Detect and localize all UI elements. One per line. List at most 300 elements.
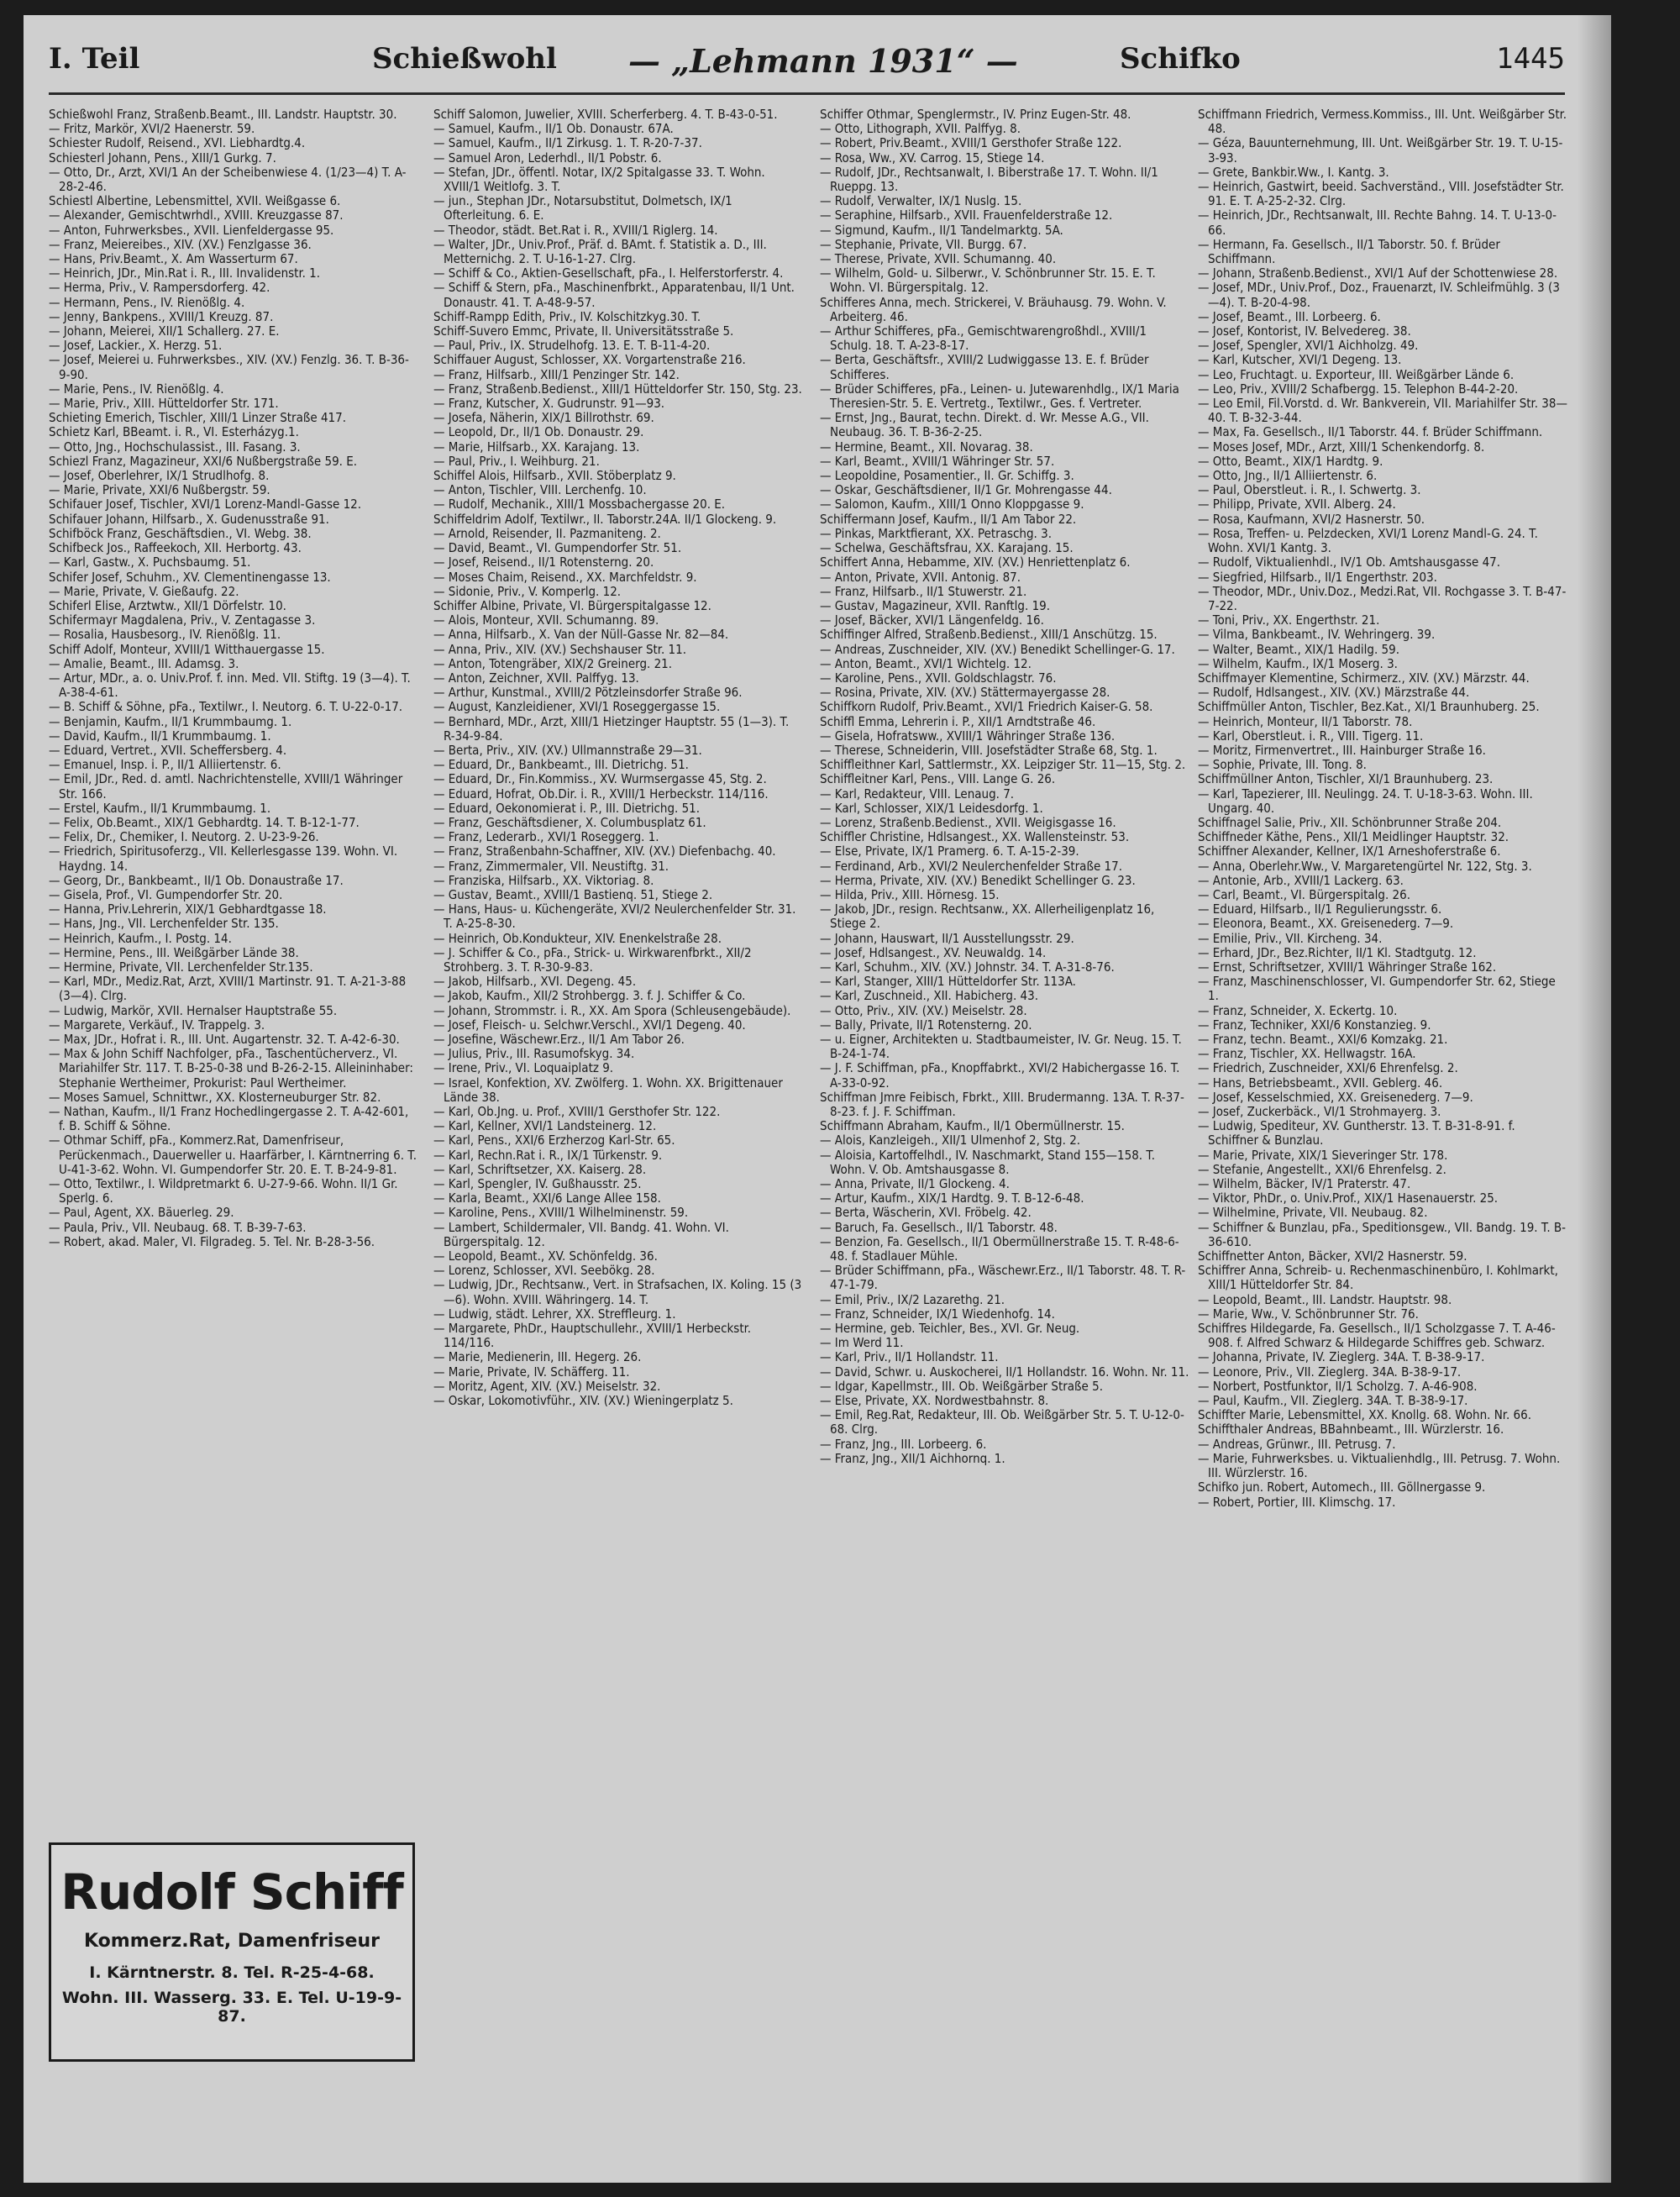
directory-entry: Schiffner Alexander, Kellner, IX/1 Arneshoferstraße 6. <box>1198 844 1501 859</box>
directory-entry: Schifbeck Jos., Raffeekoch, XII. Herbortg. 43. <box>49 540 302 556</box>
directory-entry: — Vilma, Bankbeamt., IV. Wehringerg. 39. <box>1198 627 1436 643</box>
directory-entry: — Josef, Zuckerbäck., VI/1 Strohmayerg. 3. <box>1198 1104 1441 1120</box>
directory-entry: — Otto, Jng., II/1 Alliiertenstr. 6. <box>1198 468 1378 484</box>
ad-company-name: Rudolf Schiff <box>60 1863 403 1921</box>
directory-entry: — Moses Samuel, Schnittwr., XX. Klosterneuburger Str. 82. <box>49 1089 381 1105</box>
directory-entry: — Jakob, Hilfsarb., XVI. Degeng. 45. <box>433 974 637 990</box>
directory-entry: — Marie, Private, XIX/1 Sieveringer Str. 178. <box>1198 1147 1448 1163</box>
directory-entry: — Johanna, Private, IV. Zieglerg. 34A. T. B-38-9-17. <box>1198 1349 1485 1365</box>
directory-entry: Schietz Karl, BBeamt. i. R., VI. Esterházyg.1. <box>49 424 299 440</box>
directory-entry: — Josef, Reisend., II/1 Rotensterng. 20. <box>433 555 654 570</box>
directory-entry: — Ludwig, Markör, XVII. Hernalser Hauptstraße 55. <box>49 1002 338 1018</box>
directory-entry: — Rudolf, Verwalter, IX/1 Nuslg. 15. <box>820 193 1022 209</box>
directory-entry: — Karl, Stanger, XIII/1 Hütteldorfer Str. 113A. <box>820 974 1076 990</box>
directory-entry: — Andreas, Zuschneider, XIV. (XV.) Benedikt Schellinger-G. 17. <box>820 641 1175 657</box>
directory-entry: — Schiffner & Bunzlau, pFa., Speditionsgew., VII. Bandg. 19. T. B-36-610. <box>1198 1219 1567 1249</box>
directory-entry: — Paula, Priv., VII. Neubaug. 68. T. B-39-7-63. <box>49 1219 307 1235</box>
directory-entry: — J. Schiffer & Co., pFa., Strick- u. Wirkwarenfbrkt., XII/2 Strohberg. 3. T. R-30-9-83. <box>433 944 752 975</box>
directory-entry: — Ludwig, städt. Lehrer, XX. Streffleurg. 1. <box>433 1306 676 1322</box>
directory-entry: — Karl, Schriftsetzer, XX. Kaiserg. 28. <box>433 1161 647 1177</box>
directory-entry: — Marie, Private, V. Gießaufg. 22. <box>49 583 239 599</box>
directory-entry: — Otto, Dr., Arzt, XVI/1 An der Scheibenwiese 4. (1/23—4) T. A-28-2-46. <box>49 164 407 195</box>
directory-entry: — Lorenz, Straßenb.Bedienst., XVII. Weigisgasse 16. <box>820 814 1116 830</box>
directory-entry: — Anton, Private, XVII. Antonig. 87. <box>820 569 1021 585</box>
directory-entry: — Salomon, Kaufm., XIII/1 Onno Kloppgasse 9. <box>820 497 1084 512</box>
header-rule <box>49 92 1565 95</box>
directory-entry: — Leo, Priv., XVIII/2 Schafbergg. 15. Telephon B-44-2-20. <box>1198 381 1519 397</box>
directory-entry: — Anna, Priv., XIV. (XV.) Sechshauser Str. 11. <box>433 641 686 657</box>
directory-entry: — Schiff & Co., Aktien-Gesellschaft, pFa., I. Helferstorferstr. 4. <box>433 265 784 281</box>
directory-entry: Schiff-Rampp Edith, Priv., IV. Kolschitzkyg.30. T. <box>433 308 701 324</box>
directory-entry: — Karl, Kellner, XVI/1 Landsteinerg. 12. <box>433 1118 657 1134</box>
directory-entry: — Friedrich, Spiritusoferzg., VII. Kellerlesgasse 139. Wohn. VI. Haydng. 14. <box>49 844 398 874</box>
directory-entry: — Hanna, Priv.Lehrerin, XIX/1 Gebhardtgasse 18. <box>49 901 327 917</box>
directory-entry: — Max & John Schiff Nachfolger, pFa., Taschentücherverz., VI. Mariahilfer Str. 117. T. B-25-0-38 und B-26-2-15. Alleininhaber: Stephanie Wertheimer, Prokurist: Paul Wertheimer. <box>49 1046 413 1091</box>
directory-entry: — Paul, Oberstleut. i. R., I. Schwertg. 3. <box>1198 482 1421 498</box>
directory-entry: — Lorenz, Schlosser, XVI. Seebökg. 28. <box>433 1263 655 1279</box>
directory-entry: Schifferes Anna, mech. Strickerei, V. Bräuhausg. 79. Wohn. V. Arbeiterg. 46. <box>820 294 1167 324</box>
directory-entry: — Josef, Meierei u. Fuhrwerksbes., XIV. (XV.) Fenzlg. 36. T. B-36-9-90. <box>49 352 409 382</box>
column-2 <box>433 108 803 2166</box>
directory-entry: — Franz, Maschinenschlosser, VI. Gumpendorfer Str. 62, Stiege 1. <box>1198 974 1556 1004</box>
directory-entry: — Karl, Pens., XXI/6 Erzherzog Karl-Str. 65. <box>433 1133 675 1148</box>
directory-entry: — Marie, Priv., XIII. Hütteldorfer Str. 171. <box>49 396 279 412</box>
directory-entry: — Karl, Kutscher, XVI/1 Degeng. 13. <box>1198 352 1402 368</box>
directory-entry: — Rudolf, Viktualienhdl., IV/1 Ob. Amtshausgasse 47. <box>1198 555 1501 570</box>
directory-entry: Schiffman Jmre Feibisch, Fbrkt., XIII. Brudermanng. 13A. T. R-37-8-23. f. J. F. Schiffman. <box>820 1089 1184 1120</box>
directory-entry: — Josef, Spengler, XVI/1 Aichholzg. 49. <box>1198 338 1419 354</box>
directory-entry: — Schiff & Stern, pFa., Maschinenfbrkt., Apparatenbau, II/1 Unt. Donaustr. 41. T. A-48-9-57. <box>433 280 795 310</box>
directory-entry: — Johann, Meierei, XII/1 Schallerg. 27. E. <box>49 323 280 339</box>
directory-entry: — Marie, Pens., IV. Rienößlg. 4. <box>49 381 224 397</box>
directory-entry: — Hans, Jng., VII. Lerchenfelder Str. 135. <box>49 916 279 932</box>
directory-entry: — Stephanie, Private, VII. Burgg. 67. <box>820 236 1027 252</box>
directory-entry: — Marie, Hilfsarb., XX. Karajang. 13. <box>433 439 640 455</box>
directory-entry: — Robert, akad. Maler, VI. Filgradeg. 5. Tel. Nr. B-28-3-56. <box>49 1233 375 1249</box>
directory-entry: — Else, Private, XX. Nordwestbahnstr. 8. <box>820 1393 1049 1409</box>
directory-entry: — Artur, Kaufm., XIX/1 Hardtg. 9. T. B-12-6-48. <box>820 1190 1084 1206</box>
directory-entry: — B. Schiff & Söhne, pFa., Textilwr., I. Neutorg. 6. T. U-22-0-17. <box>49 699 403 715</box>
directory-entry: — Brüder Schifferes, pFa., Leinen- u. Jutewarenhdlg., IX/1 Maria Theresien-Str. 5. E. Vertretg., Textilwr., Ges. f. Vertreter. <box>820 381 1179 412</box>
directory-entry: — Josef, Kontorist, IV. Belvedereg. 38. <box>1198 323 1411 339</box>
directory-entry: — Franz, Tischler, XX. Hellwagstr. 16A. <box>1198 1046 1416 1062</box>
directory-entry: Schifauer Johann, Hilfsarb., X. Gudenusstraße 91. <box>49 511 329 527</box>
directory-entry: — Karl, Rechn.Rat i. R., IX/1 Türkenstr. 9. <box>433 1147 663 1163</box>
directory-entry: — Margarete, Verkäuf., IV. Trappelg. 3. <box>49 1017 265 1033</box>
directory-entry: — Marie, Medienerin, III. Hegerg. 26. <box>433 1349 642 1365</box>
directory-entry: — Hermann, Pens., IV. Rienößlg. 4. <box>49 294 245 310</box>
directory-entry: — Ernst, Jng., Baurat, techn. Direkt. d. Wr. Messe A.G., VII. Neubaug. 36. T. B-36-2-25. <box>820 410 1149 440</box>
directory-entry: — Eleonora, Beamt., XX. Greisenederg. 7—9. <box>1198 916 1454 932</box>
directory-entry: — Bernhard, MDr., Arzt, XIII/1 Hietzinger Hauptstr. 55 (1—3). T. R-34-9-84. <box>433 713 790 744</box>
directory-entry: — Karl, Oberstleut. i. R., VIII. Tigerg. 11. <box>1198 728 1424 744</box>
directory-page <box>24 15 1611 2183</box>
directory-entry: — Hermann, Fa. Gesellsch., II/1 Taborstr. 50. f. Brüder Schiffmann. <box>1198 236 1500 267</box>
directory-entry: Schiffmayer Klementine, Schirmerz., XIV. (XV.) Märzstr. 44. <box>1198 670 1530 686</box>
directory-entry: — David, Kaufm., II/1 Krummbaumg. 1. <box>49 728 271 744</box>
directory-entry: Schiff-Suvero Emmc, Private, II. Universitätsstraße 5. <box>433 323 734 339</box>
directory-entry: Schiezl Franz, Magazineur, XXI/6 Nußbergstraße 59. E. <box>49 453 358 469</box>
directory-entry: — Antonie, Arb., XVIII/1 Lackerg. 63. <box>1198 872 1404 888</box>
directory-entry: — Pinkas, Marktfierant, XX. Petraschg. 3. <box>820 525 1052 541</box>
directory-entry: — Karl, Zuschneid., XII. Habicherg. 43. <box>820 988 1038 1004</box>
directory-entry: — Gustav, Magazineur, XVII. Ranftlg. 19. <box>820 597 1051 613</box>
directory-entry: — Friedrich, Zuschneider, XXI/6 Ehrenfelsg. 2. <box>1198 1060 1458 1076</box>
directory-entry: — Otto, Lithograph, XVII. Palffyg. 8. <box>820 121 1021 137</box>
directory-entry: — Sigmund, Kaufm., II/1 Tandelmarktg. 5A. <box>820 222 1063 238</box>
directory-entry: — Leopoldine, Posamentier., II. Gr. Schiffg. 3. <box>820 468 1074 484</box>
directory-entry: — Franz, Geschäftsdiener, X. Columbusplatz 61. <box>433 814 706 830</box>
directory-entry: — Norbert, Postfunktor, II/1 Scholzg. 7. A-46-908. <box>1198 1378 1478 1394</box>
directory-entry: — Franz, Lederarb., XVI/1 Roseggerg. 1. <box>433 829 659 845</box>
directory-entry: — Felix, Dr., Chemiker, I. Neutorg. 2. U-23-9-26. <box>49 829 319 845</box>
directory-entry: Schiestl Albertine, Lebensmittel, XVII. Weißgasse 6. <box>49 193 341 209</box>
directory-entry: — Israel, Konfektion, XV. Zwölferg. 1. Wohn. XX. Brigittenauer Lände 38. <box>433 1075 783 1105</box>
directory-entry: — Felix, Ob.Beamt., XIX/1 Gebhardtg. 14. T. B-12-1-77. <box>49 814 360 830</box>
directory-entry: — Johann, Straßenb.Bedienst., XVI/1 Auf der Schottenwiese 28. <box>1198 265 1558 281</box>
directory-entry: — Alois, Monteur, XVII. Schumanng. 89. <box>433 612 659 628</box>
directory-entry: — Max, JDr., Hofrat i. R., III. Unt. Augartenstr. 32. T. A-42-6-30. <box>49 1032 400 1047</box>
directory-entry: — Theodor, städt. Bet.Rat i. R., XVIII/1 Riglerg. 14. <box>433 222 718 238</box>
directory-entry: — Karoline, Pens., XVII. Goldschlagstr. 76. <box>820 670 1057 686</box>
directory-entry: — Ferdinand, Arb., XVI/2 Neulerchenfelder Straße 17. <box>820 858 1122 874</box>
directory-entry: Schiffmüllner Anton, Tischler, XI/1 Braunhuberg. 23. <box>1198 771 1494 787</box>
directory-entry: Schiffmüller Anton, Tischler, Bez.Kat., XI/1 Braunhuberg. 25. <box>1198 699 1540 715</box>
directory-entry: — Hans, Betriebsbeamt., XVII. Geblerg. 46. <box>1198 1075 1443 1091</box>
directory-entry: — Franz, Hilfsarb., XIII/1 Penzinger Str. 142. <box>433 366 680 382</box>
directory-entry: Schiffnetter Anton, Bäcker, XVI/2 Hasnerstr. 59. <box>1198 1248 1467 1264</box>
directory-entry: — Josef, Lackier., X. Herzg. 51. <box>49 338 223 354</box>
directory-entry: — Marie, Private, XXI/6 Nußbergstr. 59. <box>49 482 270 498</box>
directory-entry: — Therese, Schneiderin, VIII. Josefstädter Straße 68, Stg. 1. <box>820 742 1158 758</box>
directory-entry: — Leo, Fruchtagt. u. Exporteur, III. Weißgärber Lände 6. <box>1198 366 1515 382</box>
directory-entry: — Marie, Private, IV. Schäfferg. 11. <box>433 1364 630 1380</box>
directory-entry: Schiferl Elise, Arztwtw., XII/1 Dörfelstr. 10. <box>49 597 286 613</box>
directory-entry: Schiffert Anna, Hebamme, XIV. (XV.) Henriettenplatz 6. <box>820 555 1131 570</box>
directory-entry: — Heinrich, Gastwirt, beeid. Sachverständ., VIII. Josefstädter Str. 91. E. T. A-25-2-32. Clrg. <box>1198 179 1564 209</box>
directory-entry: — Rosa, Treffen- u. Pelzdecken, XVI/1 Lorenz Mandl-G. 24. T. Wohn. XVI/1 Kantg. 3. <box>1198 525 1538 556</box>
directory-entry: — Andreas, Grünwr., III. Petrusg. 7. <box>1198 1436 1396 1452</box>
directory-entry: — Hans, Haus- u. Küchengeräte, XVI/2 Neulerchenfelder Str. 31. T. A-25-8-30. <box>433 901 796 932</box>
directory-entry: — Johann, Strommstr. i. R., XX. Am Spora (Schleusengebäude). <box>433 1002 791 1018</box>
directory-entry: — Anton, Fuhrwerksbes., XVII. Lienfeldergasse 95. <box>49 222 334 238</box>
directory-entry: Schifermayr Magdalena, Priv., V. Zentagasse 3. <box>49 612 316 628</box>
directory-entry: — Oskar, Geschäftsdiener, II/1 Gr. Mohrengasse 44. <box>820 482 1112 498</box>
directory-entry: — Eduard, Dr., Fin.Kommiss., XV. Wurmsergasse 45, Stg. 2. <box>433 771 767 787</box>
directory-entry: — Eduard, Vertret., XVII. Scheffersberg. 4. <box>49 742 287 758</box>
directory-entry: — Ernst, Schriftsetzer, XVIII/1 Währinger Straße 162. <box>1198 959 1497 975</box>
directory-entry: — Irene, Priv., VI. Loquaiplatz 9. <box>433 1060 614 1076</box>
directory-entry: — Arthur, Kunstmal., XVIII/2 Pötzleinsdorfer Straße 96. <box>433 685 743 701</box>
directory-entry: — Karl, Schlosser, XIX/1 Leidesdorfg. 1. <box>820 800 1043 816</box>
directory-entry: — Anton, Tischler, VIII. Lerchenfg. 10. <box>433 482 647 498</box>
directory-entry: — Josef, Hdlsangest., XV. Neuwaldg. 14. <box>820 944 1047 960</box>
directory-entry: — Herma, Priv., V. Rampersdorferg. 42. <box>49 280 270 296</box>
directory-entry: — Otto, Jng., Hochschulassist., III. Fasang. 3. <box>49 439 301 455</box>
directory-entry: — Rosalia, Hausbesorg., IV. Rienößlg. 11. <box>49 627 281 643</box>
directory-entry: — Brüder Schiffmann, pFa., Wäschewr.Erz., II/1 Taborstr. 48. T. R-47-1-79. <box>820 1263 1186 1293</box>
directory-entry: — Schelwa, Geschäftsfrau, XX. Karajang. 15. <box>820 540 1074 556</box>
directory-entry: — Berta, Geschäftsfr., XVIII/2 Ludwiggasse 13. E. f. Brüder Schifferes. <box>820 352 1149 382</box>
directory-entry: — Viktor, PhDr., o. Univ.Prof., XIX/1 Hasenauerstr. 25. <box>1198 1190 1499 1206</box>
directory-entry: Schiffleitner Karl, Pens., VIII. Lange G. 26. <box>820 771 1056 787</box>
directory-entry: — Karl, Ob.Jng. u. Prof., XVIII/1 Gersthofer Str. 122. <box>433 1104 721 1120</box>
directory-entry: — Siegfried, Hilfsarb., II/1 Engerthstr. 203. <box>1198 569 1437 585</box>
directory-entry: — Paul, Kaufm., VII. Zieglerg. 34A. T. B-38-9-17. <box>1198 1393 1468 1409</box>
directory-entry: — Sidonie, Priv., V. Komperlg. 12. <box>433 583 622 599</box>
directory-entry: — Josefa, Näherin, XIX/1 Billrothstr. 69. <box>433 410 654 426</box>
directory-entry: Schiffel Alois, Hilfsarb., XVII. Stöberplatz 9. <box>433 468 676 484</box>
directory-entry: — Franz, Techniker, XXI/6 Konstanzieg. 9. <box>1198 1017 1431 1033</box>
directory-entry: Schiffres Hildegarde, Fa. Gesellsch., II/1 Scholzgasse 7. T. A-46-908. f. Alfred Schwarz & Hildegarde Schiffres geb. Schwarz. <box>1198 1321 1556 1351</box>
directory-entry: Schiffer Albine, Private, VI. Bürgerspitalgasse 12. <box>433 597 711 613</box>
directory-entry: — Moses Chaim, Reisend., XX. Marchfeldstr. 9. <box>433 569 697 585</box>
directory-entry: — Berta, Priv., XIV. (XV.) Ullmannstraße 29—31. <box>433 742 702 758</box>
directory-entry: — Karl, Tapezierer, III. Neulingg. 24. T. U-18-3-63. Wohn. III. Ungarg. 40. <box>1198 786 1533 816</box>
directory-entry: — Leonore, Priv., VII. Zieglerg. 34A. B-38-9-17. <box>1198 1364 1462 1380</box>
directory-entry: Schiffnagel Salie, Priv., XII. Schönbrunner Straße 204. <box>1198 814 1502 830</box>
directory-entry: — Benzion, Fa. Gesellsch., II/1 Obermüllnerstraße 15. T. R-48-6-48. f. Stadlauer Mühle. <box>820 1233 1179 1264</box>
directory-entry: — Aloisia, Kartoffelhdl., IV. Naschmarkt, Stand 155—158. T. Wohn. V. Ob. Amtshausgasse 8. <box>820 1147 1156 1177</box>
directory-entry: — Wilhelm, Bäcker, IV/1 Praterstr. 47. <box>1198 1176 1411 1192</box>
directory-entry: — Karl, Redakteur, VIII. Lenaug. 7. <box>820 786 1015 802</box>
directory-entry: Schießwohl Franz, Straßenb.Beamt., III. Landstr. Hauptstr. 30. <box>49 108 397 122</box>
directory-entry: — Leo Emil, Fil.Vorstd. d. Wr. Bankverein, VII. Mariahilfer Str. 38—40. T. B-32-3-44. <box>1198 396 1567 426</box>
directory-entry: — Franz, Jng., XII/1 Aichhornq. 1. <box>820 1450 1005 1466</box>
directory-entry: — Heinrich, JDr., Min.Rat i. R., III. Invalidenstr. 1. <box>49 265 321 281</box>
directory-entry: — Baruch, Fa. Gesellsch., II/1 Taborstr. 48. <box>820 1219 1058 1235</box>
directory-entry: — Idgar, Kapellmstr., III. Ob. Weißgärber Straße 5. <box>820 1378 1104 1394</box>
directory-entry: Schiffneder Käthe, Pens., XII/1 Meidlinger Hauptstr. 32. <box>1198 829 1509 845</box>
directory-entry: — Robert, Priv.Beamt., XVIII/1 Gersthofer Straße 122. <box>820 135 1122 151</box>
directory-entry: — Franz, Jng., III. Lorbeerg. 6. <box>820 1436 987 1452</box>
directory-entry: — Hermine, Beamt., XII. Novarag. 38. <box>820 439 1033 455</box>
directory-entry: — Eduard, Hofrat, Ob.Dir. i. R., XVIII/1 Herbeckstr. 114/116. <box>433 786 769 802</box>
directory-entry: — Leopold, Beamt., XV. Schönfeldg. 36. <box>433 1248 658 1264</box>
directory-entry: — Paul, Agent, XX. Bäuerleg. 29. <box>49 1205 234 1221</box>
directory-entry: — Emil, Priv., IX/2 Lazarethg. 21. <box>820 1291 1005 1307</box>
directory-entry: — Josef, Beamt., III. Lorbeerg. 6. <box>1198 308 1381 324</box>
directory-entry: — Arnold, Reisender, II. Pazmaniteng. 2. <box>433 525 661 541</box>
directory-entry: Schiffauer August, Schlosser, XX. Vorgartenstraße 216. <box>433 352 746 368</box>
directory-entry: — Moritz, Agent, XIV. (XV.) Meiselstr. 32. <box>433 1378 661 1394</box>
directory-entry: — Franz, techn. Beamt., XXI/6 Komzakg. 21. <box>1198 1032 1448 1047</box>
directory-entry: — Seraphine, Hilfsarb., XVII. Frauenfelderstraße 12. <box>820 208 1113 223</box>
directory-entry: — Josef, Bäcker, XVI/1 Längenfeldg. 16. <box>820 612 1044 628</box>
directory-entry: — Artur, MDr., a. o. Univ.Prof. f. inn. Med. VII. Stiftg. 19 (3—4). T. A-38-4-61. <box>49 670 411 701</box>
directory-entry: — Stefanie, Angestellt., XXI/6 Ehrenfelsg. 2. <box>1198 1161 1446 1177</box>
directory-entry: — Franz, Kutscher, X. Gudrunstr. 91—93. <box>433 396 665 412</box>
directory-entry: — Karl, Gastw., X. Puchsbaumg. 51. <box>49 555 251 570</box>
directory-entry: — jun., Stephan JDr., Notarsubstitut, Dolmetsch, IX/1 Ofterleitung. 6. E. <box>433 193 732 223</box>
directory-entry: Schieting Emerich, Tischler, XIII/1 Linzer Straße 417. <box>49 410 346 426</box>
directory-entry: — Walter, JDr., Univ.Prof., Präf. d. BAmt. f. Statistik a. D., III. Metternichg. 2. T. U-16-1-27. Clrg. <box>433 236 767 267</box>
directory-entry: — Alois, Kanzleigeh., XII/1 Ulmenhof 2, Stg. 2. <box>820 1133 1081 1148</box>
directory-entry: — Toni, Priv., XX. Engerthstr. 21. <box>1198 612 1380 628</box>
directory-entry: Schifer Josef, Schuhm., XV. Clementinengasse 13. <box>49 569 331 585</box>
directory-entry: Schiffter Marie, Lebensmittel, XX. Knollg. 68. Wohn. Nr. 66. <box>1198 1407 1531 1423</box>
directory-entry: — Karl, MDr., Mediz.Rat, Arzt, XVIII/1 Martinstr. 91. T. A-21-3-88 (3—4). Clrg. <box>49 974 407 1004</box>
directory-entry: Schiester Rudolf, Reisend., XVI. Liebhardtg.4. <box>49 135 306 151</box>
directory-entry: — Nathan, Kaufm., II/1 Franz Hochedlingergasse 2. T. A-42-601, f. B. Schiff & Söhne. <box>49 1104 409 1134</box>
directory-entry: — Rudolf, JDr., Rechtsanwalt, I. Biberstraße 17. T. Wohn. II/1 Rueppg. 13. <box>820 164 1158 195</box>
directory-entry: — Paul, Priv., IX. Strudelhofg. 13. E. T. B-11-4-20. <box>433 338 711 354</box>
directory-entry: — Othmar Schiff, pFa., Kommerz.Rat, Damenfriseur, Perückenmach., Dauerweller u. Haarfärber, I. Kärntnerring 6. T. U-41-3-62. Wohn. VI. Gumpendorfer Str. 20. E. T. B-24-9-81. <box>49 1133 417 1177</box>
directory-entry: — Karl, Spengler, IV. Gußhausstr. 25. <box>433 1176 642 1192</box>
directory-entry: — Jakob, JDr., resign. Rechtsanw., XX. Allerheiligenplatz 16, Stiege 2. <box>820 901 1155 932</box>
directory-entry: Schifauer Josef, Tischler, XVI/1 Lorenz-Mandl-Gasse 12. <box>49 497 362 512</box>
directory-entry: — Heinrich, Kaufm., I. Postg. 14. <box>49 930 232 946</box>
directory-entry: Schiffeldrim Adolf, Textilwr., II. Taborstr.24A. II/1 Glockeng. 9. <box>433 511 777 527</box>
directory-entry: — Karla, Beamt., XXI/6 Lange Allee 158. <box>433 1190 661 1206</box>
directory-entry: — Eduard, Dr., Bankbeamt., III. Dietrichg. 51. <box>433 757 689 773</box>
directory-entry: — Hermine, Pens., III. Weißgärber Lände 38. <box>49 944 299 960</box>
directory-entry: — Emil, JDr., Red. d. amtl. Nachrichtenstelle, XVIII/1 Währinger Str. 166. <box>49 771 403 802</box>
directory-entry: Schiffleithner Karl, Sattlermstr., XX. Leipziger Str. 11—15, Stg. 2. <box>820 757 1186 773</box>
directory-entry: — Heinrich, JDr., Rechtsanwalt, III. Rechte Bahng. 14. T. U-13-0-66. <box>1198 208 1557 238</box>
directory-entry: — Samuel, Kaufm., II/1 Ob. Donaustr. 67A. <box>433 121 674 137</box>
directory-entry: — Philipp, Private, XVII. Alberg. 24. <box>1198 497 1396 512</box>
directory-entry: — Anna, Hilfsarb., X. Van der Nüll-Gasse Nr. 82—84. <box>433 627 729 643</box>
directory-entry: — Rudolf, Hdlsangest., XIV. (XV.) Märzstraße 44. <box>1198 685 1470 701</box>
directory-entry: — Stefan, JDr., öffentl. Notar, IX/2 Spitalgasse 33. T. Wohn. XVIII/1 Weitlofg. 3. T. <box>433 164 765 195</box>
directory-entry: — David, Beamt., VI. Gumpendorfer Str. 51. <box>433 540 682 556</box>
directory-entry: — Otto, Textilwr., I. Wildpretmarkt 6. U-27-9-66. Wohn. II/1 Gr. Sperlg. 6. <box>49 1176 398 1206</box>
directory-entry: — Wilhelmine, Private, VII. Neubaug. 82. <box>1198 1205 1428 1221</box>
directory-entry: — Ludwig, JDr., Rechtsanw., Vert. in Strafsachen, IX. Koling. 15 (3—6). Wohn. XVIII. Währingerg. 14. T. <box>433 1277 802 1307</box>
directory-entry: — Rosa, Kaufmann, XVI/2 Hasnerstr. 50. <box>1198 511 1425 527</box>
directory-entry: — Herma, Private, XIV. (XV.) Benedikt Schellinger G. 23. <box>820 872 1136 888</box>
directory-entry: — Eduard, Hilfsarb., II/1 Regulierungsstr. 6. <box>1198 901 1442 917</box>
directory-entry: — Anton, Totengräber, XIX/2 Greinerg. 21. <box>433 655 673 671</box>
directory-entry: — Im Werd 11. <box>820 1335 904 1351</box>
directory-entry: — Franz, Schneider, X. Eckertg. 10. <box>1198 1002 1398 1018</box>
column-3 <box>820 108 1189 2166</box>
directory-entry: — Sophie, Private, III. Tong. 8. <box>1198 757 1367 773</box>
directory-entry: — Hilda, Priv., XIII. Hörnesg. 15. <box>820 886 1000 902</box>
directory-entry: — Otto, Priv., XIV. (XV.) Meiselstr. 28. <box>820 1002 1027 1018</box>
directory-entry: — Franz, Zimmermaler, VII. Neustiftg. 31. <box>433 858 669 874</box>
directory-entry: — Josef, Oberlehrer, IX/1 Strudlhofg. 8. <box>49 468 270 484</box>
directory-entry: — Marie, Fuhrwerksbes. u. Viktualienhdlg., III. Petrusg. 7. Wohn. III. Würzlerstr. 16. <box>1198 1450 1561 1481</box>
directory-entry: Schifko jun. Robert, Automech., III. Göllnergasse 9. <box>1198 1480 1486 1495</box>
directory-entry: — Emanuel, Insp. i. P., II/1 Alliiertenstr. 6. <box>49 757 281 773</box>
directory-entry: Schiffermann Josef, Kaufm., II/1 Am Tabor 22. <box>820 511 1077 527</box>
directory-entry: — Ludwig, Spediteur, XV. Guntherstr. 13. T. B-31-8-91. f. Schiffner & Bunzlau. <box>1198 1118 1515 1148</box>
directory-entry: — Emil, Reg.Rat, Redakteur, III. Ob. Weißgärber Str. 5. T. U-12-0-68. Clrg. <box>820 1407 1184 1438</box>
directory-entry: — Grete, Bankbir.Ww., I. Kantg. 3. <box>1198 164 1389 180</box>
part-label: I. Teil <box>49 42 140 76</box>
page-edge-shadow <box>1578 15 1611 2183</box>
directory-entry: — Julius, Priv., III. Rasumofskyg. 34. <box>433 1046 635 1062</box>
directory-entry: — Anna, Private, II/1 Glockeng. 4. <box>820 1176 1010 1192</box>
directory-entry: — Franz, Straßenb.Bedienst., XIII/1 Hütteldorfer Str. 150, Stg. 23. <box>433 381 802 397</box>
directory-entry: — Paul, Priv., I. Weihburg. 21. <box>433 453 600 469</box>
directory-entry: — Moses Josef, MDr., Arzt, XIII/1 Schenkendorfg. 8. <box>1198 439 1485 455</box>
directory-entry: — Samuel, Kaufm., II/1 Zirkusg. 1. T. R-20-7-37. <box>433 135 702 151</box>
directory-entry: — Georg, Dr., Bankbeamt., II/1 Ob. Donaustraße 17. <box>49 872 344 888</box>
directory-entry: — Samuel Aron, Lederhdl., II/1 Pobstr. 6. <box>433 150 662 166</box>
directory-entry: — Franz, Hilfsarb., II/1 Stuwerstr. 21. <box>820 583 1027 599</box>
directory-entry: — Gisela, Hofratsww., XVIII/1 Währinger Straße 136. <box>820 728 1116 744</box>
directory-entry: Schiesterl Johann, Pens., XIII/1 Gurkg. 7. <box>49 150 276 166</box>
ad-title: Kommerz.Rat, Damenfriseur <box>84 1931 380 1952</box>
directory-entry: — Wilhelm, Kaufm., IX/1 Moserg. 3. <box>1198 655 1398 671</box>
directory-entry: — Benjamin, Kaufm., II/1 Krummbaumg. 1. <box>49 713 292 729</box>
directory-entry: — Robert, Portier, III. Klimschg. 17. <box>1198 1494 1396 1510</box>
directory-entry: — Bally, Private, II/1 Rotensterng. 20. <box>820 1017 1032 1033</box>
ad-home-line: Wohn. III. Wasserg. 33. E. Tel. U-19-9-87. <box>61 1989 402 2026</box>
directory-entry: — Karoline, Pens., XVIII/1 Wilhelminenstr. 59. <box>433 1205 689 1221</box>
directory-entry: — Marie, Ww., V. Schönbrunner Str. 76. <box>1198 1306 1419 1322</box>
directory-entry: — Karl, Priv., II/1 Hollandstr. 11. <box>820 1349 999 1365</box>
directory-entry: Schiffmann Abraham, Kaufm., II/1 Obermüllnerstr. 15. <box>820 1118 1125 1134</box>
directory-entry: — Josefine, Wäschewr.Erz., II/1 Am Tabor 26. <box>433 1032 685 1047</box>
directory-entry: — Josef, MDr., Univ.Prof., Doz., Frauenarzt, IV. Schleifmühlg. 3 (3—4). T. B-20-4-98. <box>1198 280 1560 310</box>
directory-entry: — Hans, Priv.Beamt., X. Am Wasserturm 67. <box>49 251 298 267</box>
directory-entry: — Arthur Schifferes, pFa., Gemischtwarengroßhdl., XVIII/1 Schulg. 18. T. A-23-8-17. <box>820 323 1147 354</box>
directory-entry: — Erhard, JDr., Bez.Richter, II/1 Kl. Stadtgutg. 12. <box>1198 944 1477 960</box>
directory-entry: Schiffl Emma, Lehrerin i. P., XII/1 Arndtstraße 46. <box>820 713 1096 729</box>
directory-entry: Schiffrer Anna, Schreib- u. Rechenmaschinenbüro, I. Kohlmarkt, XIII/1 Hütteldorfer Str. 84. <box>1198 1263 1558 1293</box>
directory-entry: — Josef, Kesselschmied, XX. Greisenederg. 7—9. <box>1198 1089 1473 1105</box>
advertisement-box <box>49 1842 415 2062</box>
directory-entry: — Berta, Wäscherin, XVI. Fröbelg. 42. <box>820 1205 1032 1221</box>
directory-entry: Schiffthaler Andreas, BBahnbeamt., III. Würzlerstr. 16. <box>1198 1422 1504 1438</box>
directory-entry: — Karl, Beamt., XVIII/1 Währinger Str. 57. <box>820 453 1055 469</box>
directory-entry: — Jakob, Kaufm., XII/2 Strohbergg. 3. f. J. Schiffer & Co. <box>433 988 746 1004</box>
page-header <box>49 42 1565 84</box>
directory-entry: — Eduard, Oekonomierat i. P., III. Dietrichg. 51. <box>433 800 701 816</box>
directory-entry: — Heinrich, Monteur, II/1 Taborstr. 78. <box>1198 713 1413 729</box>
directory-entry: — Otto, Beamt., XIX/1 Hardtg. 9. <box>1198 453 1383 469</box>
directory-entry: — Fritz, Markör, XVI/2 Haenerstr. 59. <box>49 121 255 137</box>
directory-entry: — Karl, Schuhm., XIV. (XV.) Johnstr. 34. T. A-31-8-76. <box>820 959 1115 975</box>
directory-entry: — Anton, Zeichner, XVII. Palffyg. 13. <box>433 670 639 686</box>
directory-entry: — Heinrich, Ob.Kondukteur, XIV. Enenkelstraße 28. <box>433 930 722 946</box>
directory-entry: — Gisela, Prof., VI. Gumpendorfer Str. 20. <box>49 886 283 902</box>
directory-entry: — Franz, Straßenbahn-Schaffner, XIV. (XV.) Diefenbachg. 40. <box>433 844 776 859</box>
directory-entry: — u. Eigner, Architekten u. Stadtbaumeister, IV. Gr. Neug. 15. T. B-24-1-74. <box>820 1032 1182 1062</box>
directory-entry: — Else, Private, IX/1 Pramerg. 6. T. A-15-2-39. <box>820 844 1079 859</box>
directory-entry: Schiff Salomon, Juwelier, XVIII. Scherferberg. 4. T. B-43-0-51. <box>433 108 778 122</box>
directory-entry: — Max, Fa. Gesellsch., II/1 Taborstr. 44. f. Brüder Schiffmann. <box>1198 424 1543 440</box>
column-4 <box>1198 108 1567 2166</box>
directory-entry: — Carl, Beamt., VI. Bürgerspitalg. 26. <box>1198 886 1411 902</box>
directory-entry: — Hermine, geb. Teichler, Bes., XVI. Gr. Neug. <box>820 1321 1080 1337</box>
directory-entry: — Josef, Fleisch- u. Selchwr.Verschl., XVI/1 Degeng. 40. <box>433 1017 746 1033</box>
directory-entry: — Amalie, Beamt., III. Adamsg. 3. <box>49 655 239 671</box>
directory-entry: Schiffler Christine, Hdlsangest., XX. Wallensteinstr. 53. <box>820 829 1130 845</box>
directory-entry: — Wilhelm, Gold- u. Silberwr., V. Schönbrunner Str. 15. E. T. Wohn. VI. Bürgerspitalg. 12. <box>820 265 1156 296</box>
directory-entry: — Anton, Beamt., XVI/1 Wichtelg. 12. <box>820 655 1032 671</box>
directory-entry: Schiffmann Friedrich, Vermess.Kommiss., III. Unt. Weißgärber Str. 48. <box>1198 108 1567 137</box>
directory-entry: — Gustav, Beamt., XVIII/1 Bastienq. 51, Stiege 2. <box>433 886 713 902</box>
ad-address-line: I. Kärntnerstr. 8. Tel. R-25-4-68. <box>89 1963 375 1982</box>
directory-entry: — Leopold, Dr., II/1 Ob. Donaustr. 29. <box>433 424 644 440</box>
directory-entry: — Jenny, Bankpens., XVIII/1 Kreuzg. 87. <box>49 308 274 324</box>
directory-title: — „Lehmann 1931“ — <box>628 42 1018 80</box>
directory-entry: — Anna, Oberlehr.Ww., V. Margaretengürtel Nr. 122, Stg. 3. <box>1198 858 1532 874</box>
first-entry-word: Schießwohl <box>372 42 557 76</box>
directory-entry: — Rosina, Private, XIV. (XV.) Stättermayergasse 28. <box>820 685 1110 701</box>
directory-entry: — Oskar, Lokomotivführ., XIV. (XV.) Wieningerplatz 5. <box>433 1393 733 1409</box>
directory-entry: Schiffinger Alfred, Straßenb.Bedienst., XIII/1 Anschützg. 15. <box>820 627 1158 643</box>
directory-entry: — Therese, Private, XVII. Schumanng. 40. <box>820 251 1057 267</box>
directory-entry: — Hermine, Private, VII. Lerchenfelder Str.135. <box>49 959 313 975</box>
directory-entry: — Walter, Beamt., XIX/1 Hadilg. 59. <box>1198 641 1399 657</box>
directory-entry: — Leopold, Beamt., III. Landstr. Hauptstr. 98. <box>1198 1291 1452 1307</box>
